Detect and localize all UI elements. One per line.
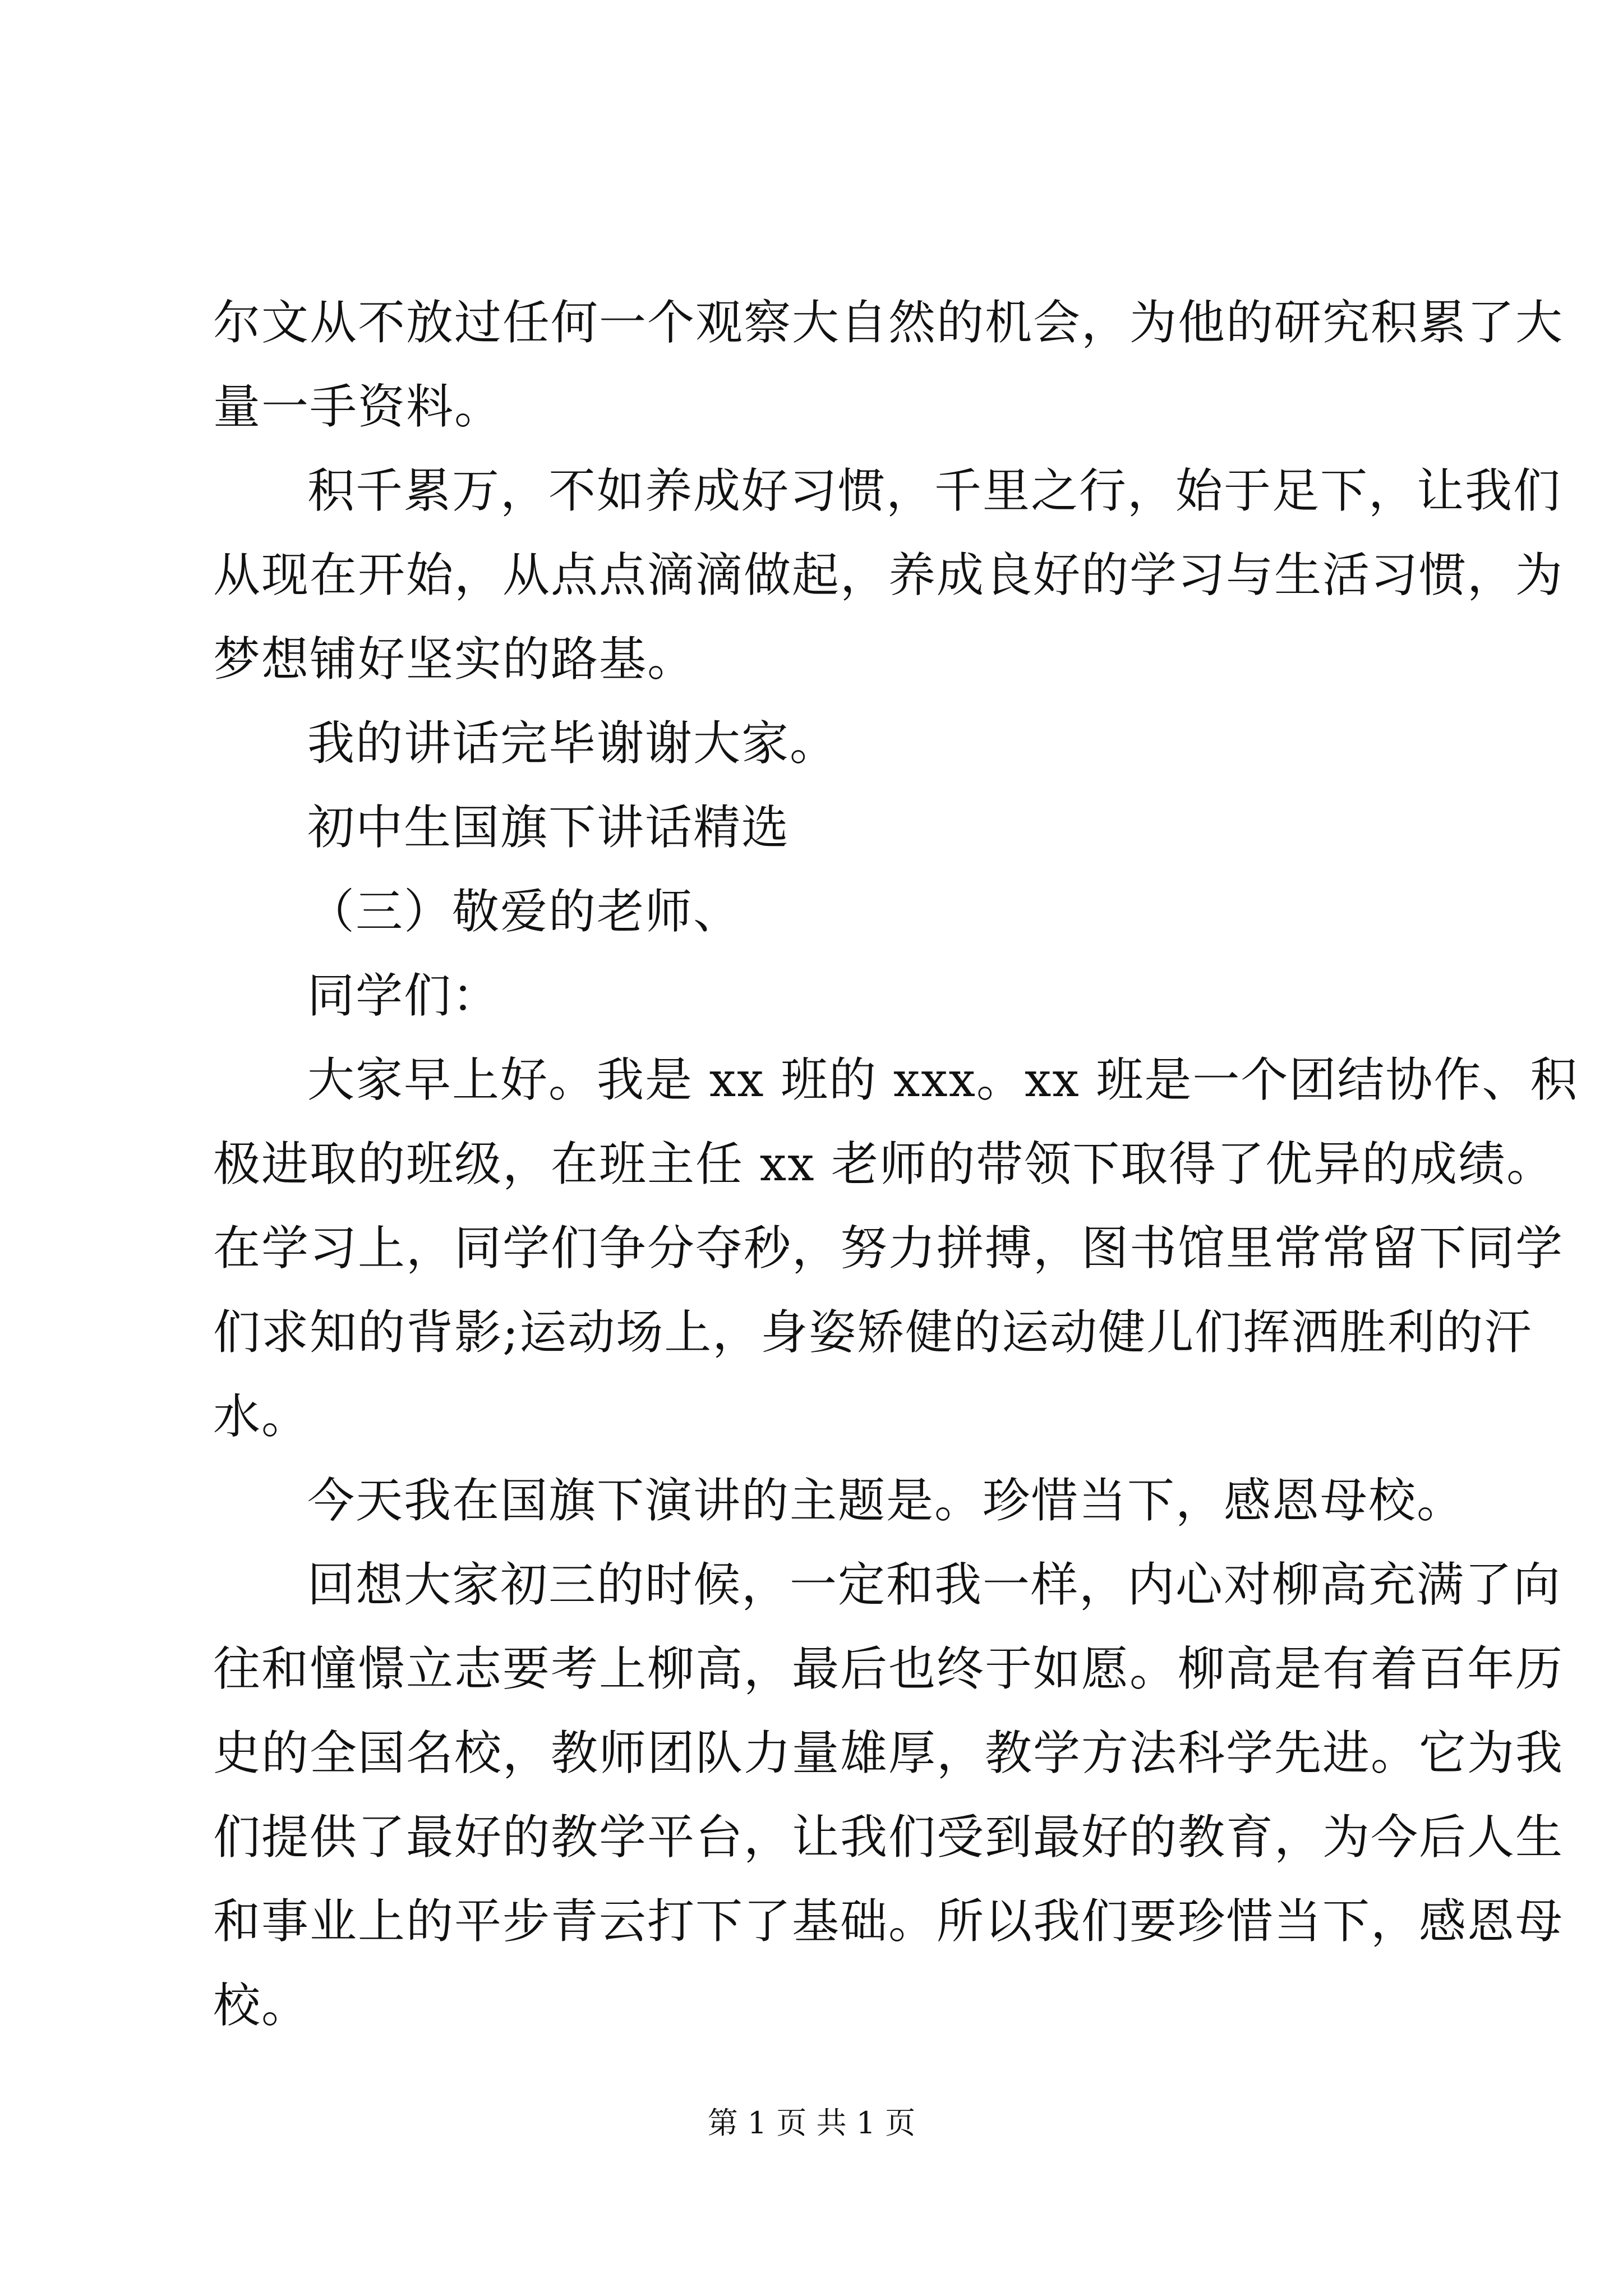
text-line: 回想大家初三的时候，一定和我一样，内心对柳高充满了向: [307, 1557, 1562, 1612]
text-line: 大家早上好。我是 xx 班的 xxx。xx 班是一个团结协作、积: [307, 1052, 1579, 1107]
text-line: 今天我在国旗下演讲的主题是。珍惜当下，感恩母校。: [307, 1473, 1465, 1528]
text-line: 我的讲话完毕谢谢大家。: [307, 716, 838, 771]
text-line: 从现在开始，从点点滴滴做起，养成良好的学习与生活习惯，为: [213, 547, 1564, 602]
text-line: 们求知的背影;运动场上，身姿矫健的运动健儿们挥洒胜利的汗: [213, 1305, 1533, 1360]
page-footer: 第 1 页 共 1 页: [707, 2105, 916, 2141]
text-line: 在学习上，同学们争分夺秒，努力拼搏，图书馆里常常留下同学: [213, 1221, 1564, 1276]
document-body: [213, 280, 1579, 2047]
text-line: 梦想铺好坚实的路基。: [213, 632, 696, 687]
text-line: 校。: [213, 1978, 310, 2033]
text-line: 初中生国旗下讲话精选: [307, 800, 790, 855]
text-line: 积千累万，不如养成好习惯，千里之行，始于足下，让我们: [307, 463, 1562, 518]
text-line: 水。: [213, 1389, 310, 1444]
text-line: 同学们：: [307, 968, 501, 1023]
text-line: 量一手资料。: [213, 379, 503, 434]
text-line: 尔文从不放过任何一个观察大自然的机会，为他的研究积累了大: [213, 295, 1564, 350]
text-line: 史的全国名校，教师团队力量雄厚，教学方法科学先进。它为我: [213, 1726, 1564, 1780]
text-line: 们提供了最好的教学平台，让我们受到最好的教育，为今后人生: [213, 1810, 1564, 1865]
text-line: 往和憧憬立志要考上柳高，最后也终于如愿。柳高是有着百年历: [213, 1641, 1564, 1696]
text-line: 极进取的班级，在班主任 xx 老师的带领下取得了优异的成绩。: [213, 1137, 1555, 1191]
text-line: 和事业上的平步青云打下了基础。所以我们要珍惜当下，感恩母: [213, 1894, 1564, 1949]
text-line: （三）敬爱的老师、: [307, 884, 742, 939]
